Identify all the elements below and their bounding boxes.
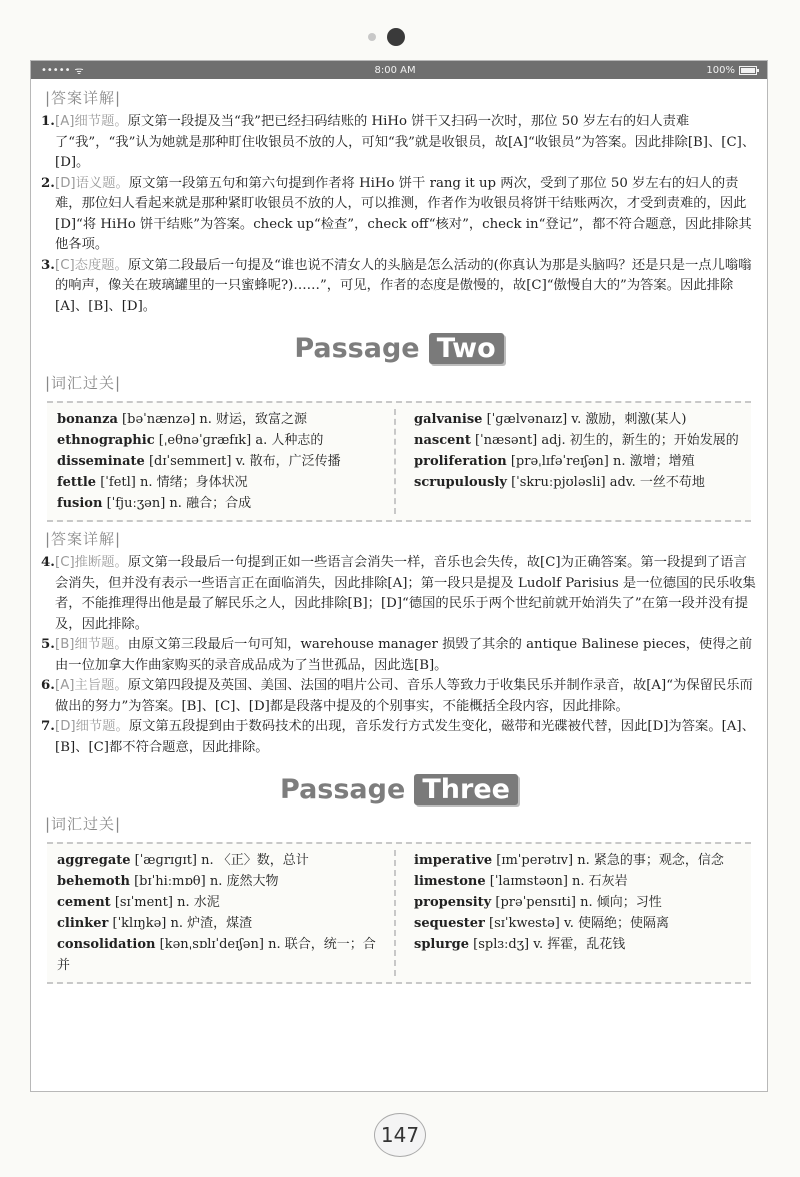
page-number: 147: [374, 1113, 426, 1157]
signal-icon: •••••: [41, 64, 71, 76]
vocab-column-left: [57, 850, 396, 976]
vocab-word: disseminate: [57, 454, 145, 469]
vocab-entry: [57, 850, 384, 871]
vocab-box-2: [47, 401, 751, 522]
vocab-def: [prəˌlɪfəˈreɪʃən] n. 激增；增殖: [510, 454, 695, 469]
answer-list-1: [41, 112, 757, 317]
vocab-def: [ˈfjuːʒən] n. 融合；合成: [106, 496, 252, 511]
vocab-word: propensity: [414, 895, 492, 910]
vocab-def: [kənˌsɒlɪˈdeɪʃən] n. 联合，统一；合并: [57, 937, 376, 973]
vocab-entry: [57, 871, 384, 892]
section-label-vocab: |词汇过关|: [45, 815, 122, 833]
vocab-word: fusion: [57, 496, 103, 511]
vocab-def: [ˈskruːpjʊləsli] adv. 一丝不苟地: [511, 475, 705, 490]
passage-word: Passage: [294, 333, 420, 364]
vocab-word: cement: [57, 895, 111, 910]
vocab-entry: [414, 892, 741, 913]
page-indicator: [0, 28, 800, 48]
answer-tag: [D]语义题。: [55, 175, 129, 191]
vocab-entry: [57, 892, 384, 913]
answer-item: [41, 112, 757, 174]
vocab-entry: [414, 913, 741, 934]
answer-text: 原文第一段最后一句提到正如一些语言会消失一样，音乐也会失传，故[C]为正确答案。第一段提到了语言会消失，但并没有表示一些语言正在面临消失，因此排除[A]；第一段只是提及 Ludolf Parisius 是一位德国的民乐收集者，不能推理得出他是最了解民乐之人，因此排除[B]；[D]“德国的民乐于两个世纪前就开始消失了”在第一段并没有提及，因此排除。: [55, 555, 756, 632]
answer-text: 原文第二段最后一句提及“谁也说不清女人的头脑是怎么活动的(你真认为那是头脑吗？还是只是一点儿嗡嗡的响声，像关在玻璃罐里的一只蜜蜂呢?)……”，可见，作者的态度是傲慢的，故[C]“傲慢自大的”为答案。因此排除[A]、[B]、[D]。: [55, 257, 752, 314]
section-label-vocab: |词汇过关|: [45, 374, 122, 392]
vocab-word: imperative: [414, 853, 493, 868]
wifi-icon: ᯤ: [74, 66, 84, 77]
vocab-word: aggregate: [57, 853, 131, 868]
vocab-def: [ˈlaɪmstəʊn] n. 石灰岩: [489, 874, 628, 889]
vocab-word: proliferation: [414, 454, 507, 469]
status-time: 8:00 AM: [374, 64, 416, 76]
vocab-def: [sɪˈment] n. 水泥: [114, 895, 220, 910]
vocab-word: galvanise: [414, 412, 483, 427]
vocab-word: sequester: [414, 916, 485, 931]
vocab-word: limestone: [414, 874, 486, 889]
vocab-entry: [414, 934, 741, 955]
answer-tag: [D]细节题。: [55, 719, 129, 734]
vocab-column-right: [396, 409, 741, 514]
vocab-box-3: [47, 842, 751, 984]
vocab-word: scrupulously: [414, 475, 507, 490]
vocab-entry: [57, 913, 384, 934]
vocab-word: fettle: [57, 475, 97, 490]
passage-two-title: [41, 333, 757, 364]
answer-text: 由原文第三段最后一句可知，warehouse manager 损毁了其余的 antique Balinese pieces，使得之前由一位加拿大作曲家购买的录音成品成为了当世孤品，因此选[B]。: [55, 637, 753, 673]
vocab-entry: [414, 871, 741, 892]
vocab-entry: [57, 493, 384, 514]
answer-text: 原文第四段提及英国、美国、法国的唱片公司、音乐人等致力于收集民乐并制作录音，故[A]“为保留民乐而做出的努力”为答案。[B]、[C]、[D]都是段落中提及的个别事实，不能概括全段内容，因此排除。: [55, 678, 753, 714]
passage-number-box: Three: [414, 774, 518, 805]
answer-list-2: [41, 553, 757, 758]
answer-tag: [A]细节题。: [55, 114, 128, 129]
answer-item: [41, 635, 757, 676]
answer-item: [41, 717, 757, 758]
section-label-answers: |答案详解|: [45, 530, 122, 548]
vocab-entry: [414, 409, 741, 430]
answer-number: 2.: [41, 175, 55, 191]
vocab-entry: [57, 472, 384, 493]
passage-three-title: [41, 774, 757, 805]
vocab-def: [ˈklɪŋkə] n. 炉渣，煤渣: [112, 916, 253, 931]
vocab-entry: [57, 409, 384, 430]
vocab-def: [ˈæɡrɪɡɪt] n. 〈正〉数，总计: [134, 853, 309, 868]
answer-item: [41, 676, 757, 717]
vocab-entry: [414, 430, 741, 451]
vocab-entry: [57, 430, 384, 451]
answer-number: 4.: [41, 555, 55, 570]
vocab-word: nascent: [414, 433, 471, 448]
answer-text: 原文第一段第五句和第六句提到作者将 HiHo 饼干 rang it up 两次，受到了那位 50 岁左右的妇人的责难，那位妇人看起来就是那种紧盯收银员不放的人，可以推测，作者作为收银员将饼干结账两次，才受到责难的，因此[D]“将 HiHo 饼干结账”为答案。check up“检查”，check off“核对”，check in“登记”，都不符合题意，因此排除其他各项。: [55, 175, 752, 252]
page-dot-active[interactable]: [387, 28, 405, 46]
vocab-entry: [57, 934, 384, 976]
answer-tag: [C]态度题。: [55, 257, 128, 273]
vocab-word: clinker: [57, 916, 109, 931]
vocab-def: [splɜːdʒ] v. 挥霍，乱花钱: [473, 937, 626, 952]
vocab-word: bonanza: [57, 412, 118, 427]
answer-number: 6.: [41, 678, 55, 693]
vocab-word: consolidation: [57, 937, 156, 952]
status-bar: [31, 61, 767, 79]
vocab-column-left: [57, 409, 396, 514]
answer-tag: [A]主旨题。: [55, 678, 128, 693]
answer-item: [41, 553, 757, 635]
answer-number: 7.: [41, 719, 55, 734]
answer-number: 5.: [41, 637, 55, 652]
passage-word: Passage: [280, 774, 406, 805]
answer-text: 原文第五段提到由于数码技术的出现，音乐发行方式发生变化，磁带和光碟被代替，因此[D]为答案。[A]、[B]、[C]都不符合题意，因此排除。: [55, 719, 755, 755]
answer-tag: [B]细节题。: [55, 637, 128, 652]
answer-number: 1.: [41, 114, 55, 129]
vocab-def: [ˈɡælvənaɪz] v. 激励，刺激(某人): [486, 412, 687, 427]
passage-number-box: Two: [429, 333, 504, 364]
answer-tag: [C]推断题。: [55, 555, 128, 570]
answer-item: [41, 256, 757, 318]
battery-percent: 100%: [706, 64, 735, 76]
vocab-entry: [57, 451, 384, 472]
vocab-entry: [414, 850, 741, 871]
vocab-def: [ˈfetl] n. 情绪；身体状况: [100, 475, 248, 490]
vocab-def: [sɪˈkwestə] v. 使隔绝；使隔离: [489, 916, 670, 931]
tablet-frame: [30, 60, 768, 1092]
vocab-def: [ɪmˈperətɪv] n. 紧急的事；观念，信念: [496, 853, 724, 868]
vocab-column-right: [396, 850, 741, 976]
vocab-word: behemoth: [57, 874, 130, 889]
vocab-def: [dɪˈsemɪneɪt] v. 散布，广泛传播: [148, 454, 341, 469]
page-content: [31, 79, 767, 984]
answer-item: [41, 174, 757, 256]
vocab-word: ethnographic: [57, 433, 155, 448]
vocab-def: [bəˈnænzə] n. 财运，致富之源: [122, 412, 308, 427]
vocab-def: [bɪˈhiːmɒθ] n. 庞然大物: [134, 874, 279, 889]
battery-icon: [739, 66, 757, 75]
vocab-entry: [414, 472, 741, 493]
page-dot-inactive[interactable]: [368, 33, 376, 41]
answer-number: 3.: [41, 257, 55, 273]
section-label-answers: |答案详解|: [45, 89, 122, 107]
vocab-def: [prəˈpensɪti] n. 倾向；习性: [495, 895, 662, 910]
answer-text: 原文第一段提及当“我”把已经扫码结账的 HiHo 饼干又扫码一次时，那位 50 岁左右的妇人责难了“我”，“我”认为她就是那种盯住收银员不放的人，可知“我”就是收银员，故[A]“收银员”为答案。因此排除[B]、[C]、[D]。: [55, 114, 756, 170]
vocab-def: [ˈnæsənt] adj. 初生的，新生的；开始发展的: [474, 433, 739, 448]
vocab-def: [ˌeθnəˈɡræfɪk] a. 人种志的: [158, 433, 324, 448]
vocab-entry: [414, 451, 741, 472]
vocab-word: splurge: [414, 937, 470, 952]
